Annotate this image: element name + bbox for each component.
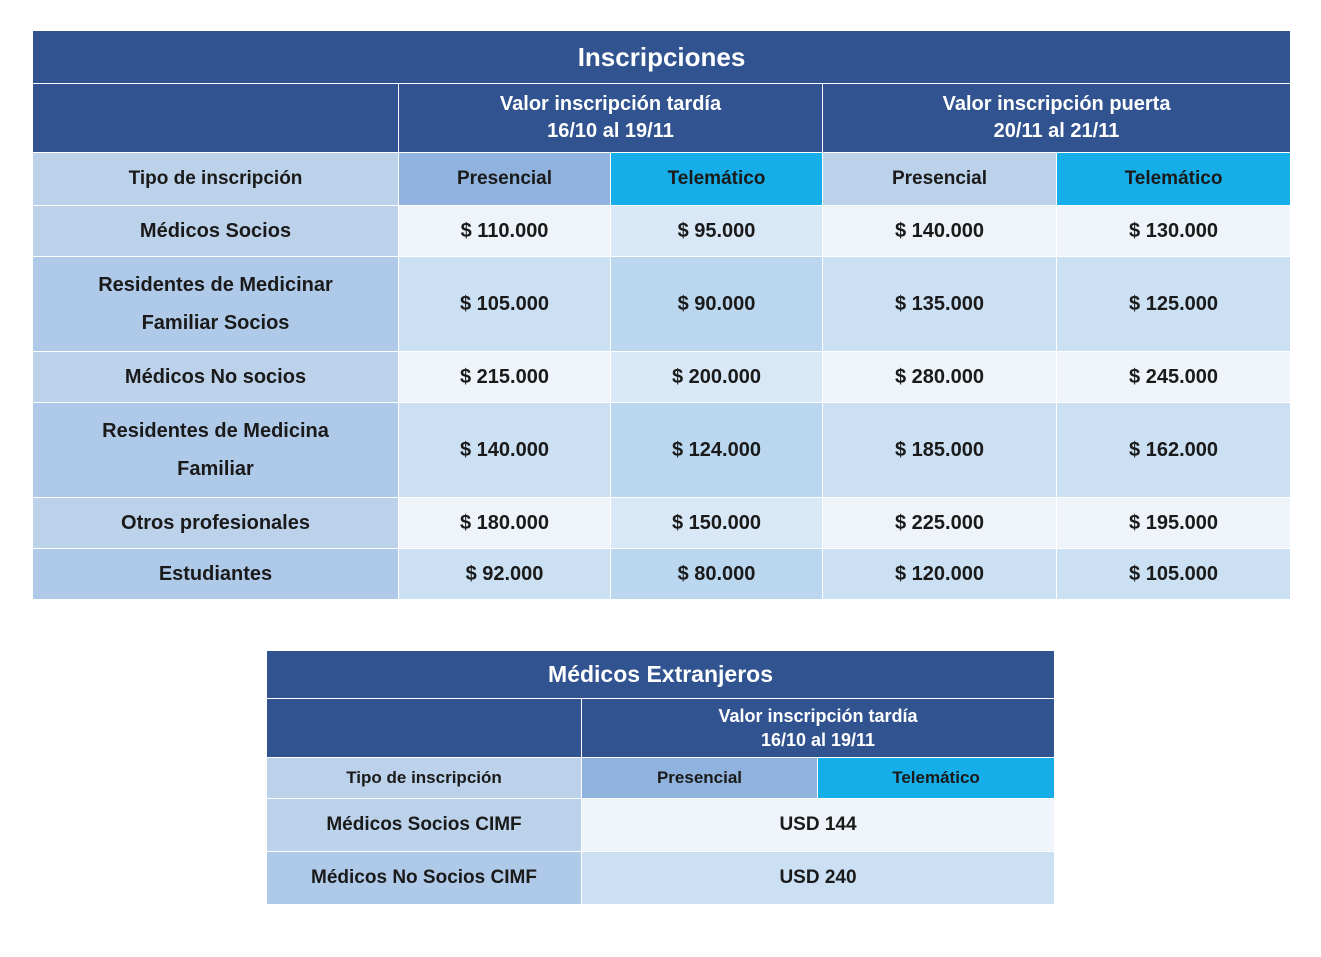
table-title-row [33,31,1291,84]
column-header-row [33,153,1291,206]
cell-late-telematico: $ 95.000 [611,206,823,257]
period-door [823,84,1291,153]
cell-late-telematico: $ 150.000 [611,498,823,549]
row-label: Médicos No Socios CIMF [267,852,582,905]
foreign-title-row [267,651,1055,699]
table-row [33,403,1291,498]
cell-late-presencial: $ 140.000 [399,403,611,498]
row-label-line1: Residentes de Medicina [102,420,329,442]
row-label [33,257,399,352]
table-row [267,852,1055,905]
period-header-row [33,84,1291,153]
cell-door-presencial: $ 185.000 [823,403,1057,498]
period-corner-cell [33,84,399,153]
row-label: Médicos No socios [33,352,399,403]
inscriptions-table [32,30,1291,600]
foreign-period-name: Valor inscripción tardía [718,705,918,726]
cell-door-presencial: $ 140.000 [823,206,1057,257]
header-door-telematico: Telemático [1057,153,1291,206]
cell-usd-value: USD 144 [582,799,1055,852]
row-label-line2: Familiar [177,458,254,480]
foreign-column-header-row [267,758,1055,799]
cell-late-telematico: $ 200.000 [611,352,823,403]
foreign-doctors-table [266,650,1055,905]
table-row [33,549,1291,600]
cell-late-presencial: $ 180.000 [399,498,611,549]
cell-late-presencial: $ 215.000 [399,352,611,403]
cell-door-presencial: $ 135.000 [823,257,1057,352]
row-label: Médicos Socios CIMF [267,799,582,852]
cell-door-telematico: $ 130.000 [1057,206,1291,257]
cell-late-telematico: $ 124.000 [611,403,823,498]
cell-door-presencial: $ 280.000 [823,352,1057,403]
foreign-header-tipo-inscripcion: Tipo de inscripción [267,758,582,799]
header-late-telematico: Telemático [611,153,823,206]
row-label-line1: Residentes de Medicinar [98,274,333,296]
cell-door-telematico: $ 105.000 [1057,549,1291,600]
row-label: Médicos Socios [33,206,399,257]
header-tipo-inscripcion: Tipo de inscripción [33,153,399,206]
period-late [399,84,823,153]
cell-usd-value: USD 240 [582,852,1055,905]
cell-door-telematico: $ 125.000 [1057,257,1291,352]
table-row [33,352,1291,403]
foreign-period-corner-cell [267,699,582,758]
foreign-header-presencial: Presencial [582,758,818,799]
cell-late-telematico: $ 90.000 [611,257,823,352]
cell-late-telematico: $ 80.000 [611,549,823,600]
table-row [33,206,1291,257]
foreign-header-telematico: Telemático [818,758,1055,799]
period-door-dates: 20/11 al 21/11 [993,120,1120,142]
table-row [33,498,1291,549]
cell-late-presencial: $ 92.000 [399,549,611,600]
cell-door-presencial: $ 120.000 [823,549,1057,600]
cell-door-presencial: $ 225.000 [823,498,1057,549]
cell-door-telematico: $ 195.000 [1057,498,1291,549]
cell-late-presencial: $ 110.000 [399,206,611,257]
cell-door-telematico: $ 162.000 [1057,403,1291,498]
row-label-line2: Familiar Socios [141,312,290,334]
cell-late-presencial: $ 105.000 [399,257,611,352]
row-label: Otros profesionales [33,498,399,549]
period-late-name: Valor inscripción tardía [499,93,722,115]
table-title: Inscripciones [33,31,1291,84]
table-row [33,257,1291,352]
row-label: Estudiantes [33,549,399,600]
foreign-period-dates: 16/10 al 19/11 [760,730,876,750]
foreign-table-title: Médicos Extranjeros [267,651,1055,699]
header-door-presencial: Presencial [823,153,1057,206]
row-label [33,403,399,498]
foreign-period-row [267,699,1055,758]
header-late-presencial: Presencial [399,153,611,206]
period-late-dates: 16/10 al 19/11 [547,120,674,142]
foreign-period [582,699,1055,758]
period-door-name: Valor inscripción puerta [942,93,1171,115]
table-row [267,799,1055,852]
cell-door-telematico: $ 245.000 [1057,352,1291,403]
